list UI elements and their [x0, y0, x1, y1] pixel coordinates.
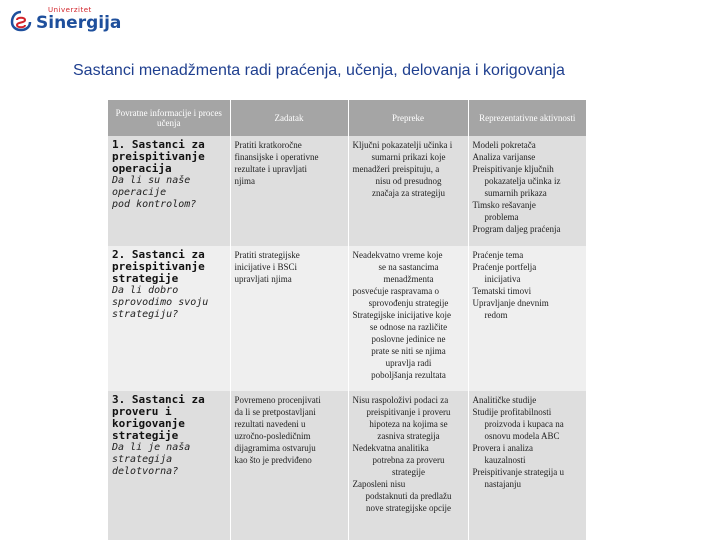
slide-title: Sastanci menadžmenta radi praćenja, učenja, delovanja i korigovanja	[73, 62, 565, 79]
activity-line: Program daljeg praćenja	[472, 224, 561, 234]
row-title-line: preispitivanje	[112, 150, 205, 163]
activity-line: Upravljanje dnevnim	[472, 298, 549, 308]
logo-small-text: Univerzitet	[48, 6, 92, 14]
obstacle-line: poboljšanja rezultata	[371, 370, 446, 380]
table-row	[108, 246, 586, 391]
row-title-cell	[108, 391, 230, 540]
task-line: inicijative i BSCi	[234, 262, 297, 272]
activity-line: Preispitivanje ključnih	[472, 164, 554, 174]
header-activities: Reprezentativne aktivnosti	[468, 100, 586, 136]
row-obstacles-cell	[348, 391, 468, 540]
task-line: Povremeno procenjivati	[234, 395, 321, 405]
table-row	[108, 391, 586, 540]
task-line: njima	[234, 176, 255, 186]
activity-line: Analiza varijanse	[472, 152, 536, 162]
activity-line: osnovu modela ABC	[484, 431, 560, 441]
row-title-line: strategije	[112, 429, 179, 442]
obstacle-line: Neadekvatno vreme koje	[352, 250, 443, 260]
table-header-row	[108, 100, 586, 136]
activity-line: proizvoda i kupaca na	[484, 419, 564, 429]
task-line: finansijske i operativne	[234, 152, 319, 162]
row-title-line: korigovanje	[112, 417, 185, 430]
obstacle-line: zasniva strategija	[377, 431, 440, 441]
obstacle-line: potrebna za proveru	[372, 455, 445, 465]
row-task-cell	[230, 246, 348, 391]
row-question-line: sprovodimo svoju	[112, 297, 209, 308]
activity-line: Timsko rešavanje	[472, 200, 536, 210]
obstacle-line: prate se niti se njima	[371, 346, 446, 356]
task-line: rezultate i upravljati	[234, 164, 307, 174]
row-title-line: operacija	[112, 162, 172, 175]
row-title-line: 3. Sastanci za	[112, 393, 205, 406]
row-question-line: Da li je naša strategija	[112, 442, 191, 465]
obstacle-line: Zaposleni nisu	[352, 479, 406, 489]
logo-main-text: Sinergija	[36, 13, 122, 33]
row-task-cell	[230, 391, 348, 540]
row-activities-cell	[468, 391, 586, 540]
activity-line: nastajanju	[484, 479, 521, 489]
task-line: rezultati navedeni u	[234, 419, 306, 429]
obstacle-line: se na sastancima	[378, 262, 439, 272]
obstacle-line: menadžmenta	[383, 274, 434, 284]
activity-line: pokazatelja učinka iz	[484, 176, 561, 186]
row-title-line: 2. Sastanci za	[112, 248, 205, 261]
logo-emblem-icon	[10, 10, 32, 32]
row-title-line: strategije	[112, 272, 179, 285]
row-title-cell	[108, 246, 230, 391]
header-task: Zadatak	[230, 100, 348, 136]
obstacle-line: Strategijske inicijative koje	[352, 310, 451, 320]
row-question-line: Da li su naše operacije	[112, 175, 191, 198]
row-question-line: strategiju?	[112, 309, 179, 320]
meetings-table	[108, 100, 586, 540]
obstacle-line: poslovne jedinice ne	[371, 334, 446, 344]
obstacle-line: značaja za strategiju	[372, 188, 445, 198]
activity-line: Studije profitabilnosti	[472, 407, 552, 417]
activity-line: inicijativa	[484, 274, 521, 284]
activity-line: Analitičke studije	[472, 395, 537, 405]
obstacle-line: Nisu raspoloživi podaci za	[352, 395, 449, 405]
obstacle-line: hipoteza na kojima se	[369, 419, 448, 429]
activity-line: Modeli pokretača	[472, 140, 536, 150]
obstacle-line: upravlja radi	[385, 358, 432, 368]
task-line: kao što je predviđeno	[234, 455, 312, 465]
row-obstacles-cell	[348, 246, 468, 391]
row-question-line: pod kontrolom?	[112, 199, 197, 210]
obstacle-line: sprovođenju strategije	[368, 298, 449, 308]
task-line: uzročno-posledičnim	[234, 431, 311, 441]
obstacle-line: strategije	[392, 467, 425, 477]
activity-line: Praćenje tema	[472, 250, 524, 260]
obstacle-line: Ključni pokazatelji učinka i	[352, 140, 453, 150]
table-row	[108, 136, 586, 246]
row-title-cell	[108, 136, 230, 246]
row-question-line: Da li dobro	[112, 285, 179, 296]
row-task-cell	[230, 136, 348, 246]
obstacle-line: se odnose na različite	[369, 322, 448, 332]
task-line: upravljati njima	[234, 274, 292, 284]
row-title-line: 1. Sastanci za	[112, 138, 205, 151]
activity-line: Preispitivanje strategija u	[472, 467, 564, 477]
header-obstacles: Prepreke	[348, 100, 468, 136]
activity-line: Praćenje portfelja	[472, 262, 537, 272]
obstacle-line: nove strategijske opcije	[366, 503, 451, 513]
activity-line: problema	[484, 212, 519, 222]
activity-line: Tematski timovi	[472, 286, 532, 296]
header-feedback: Povratne informacije i proces učenja	[108, 100, 230, 136]
activity-line: sumarnih prikaza	[484, 188, 547, 198]
obstacle-line: posvećuje raspravama o	[352, 286, 439, 296]
obstacle-line: podstaknuti da predlažu	[365, 491, 452, 501]
obstacle-line: menadžeri preispituju, a	[352, 164, 440, 174]
row-title-line: preispitivanje	[112, 260, 205, 273]
task-line: Pratiti kratkoročne	[234, 140, 302, 150]
activity-line: kauzalnosti	[484, 455, 526, 465]
university-logo	[10, 6, 122, 33]
row-activities-cell	[468, 246, 586, 391]
task-line: Pratiti strategijske	[234, 250, 300, 260]
obstacle-line: Nedekvatna analitika	[352, 443, 429, 453]
row-title-line: proveru i	[112, 405, 172, 418]
row-obstacles-cell	[348, 136, 468, 246]
row-question-line: delotvorna?	[112, 466, 179, 477]
obstacle-line: preispitivanje i proveru	[366, 407, 451, 417]
activity-line: Provera i analiza	[472, 443, 533, 453]
task-line: da li se pretpostavljani	[234, 407, 316, 417]
task-line: dijagramima ostvaruju	[234, 443, 316, 453]
activity-line: redom	[484, 310, 508, 320]
obstacle-line: nisu od presudnog	[375, 176, 442, 186]
obstacle-line: sumarni prikazi koje	[371, 152, 446, 162]
row-activities-cell	[468, 136, 586, 246]
